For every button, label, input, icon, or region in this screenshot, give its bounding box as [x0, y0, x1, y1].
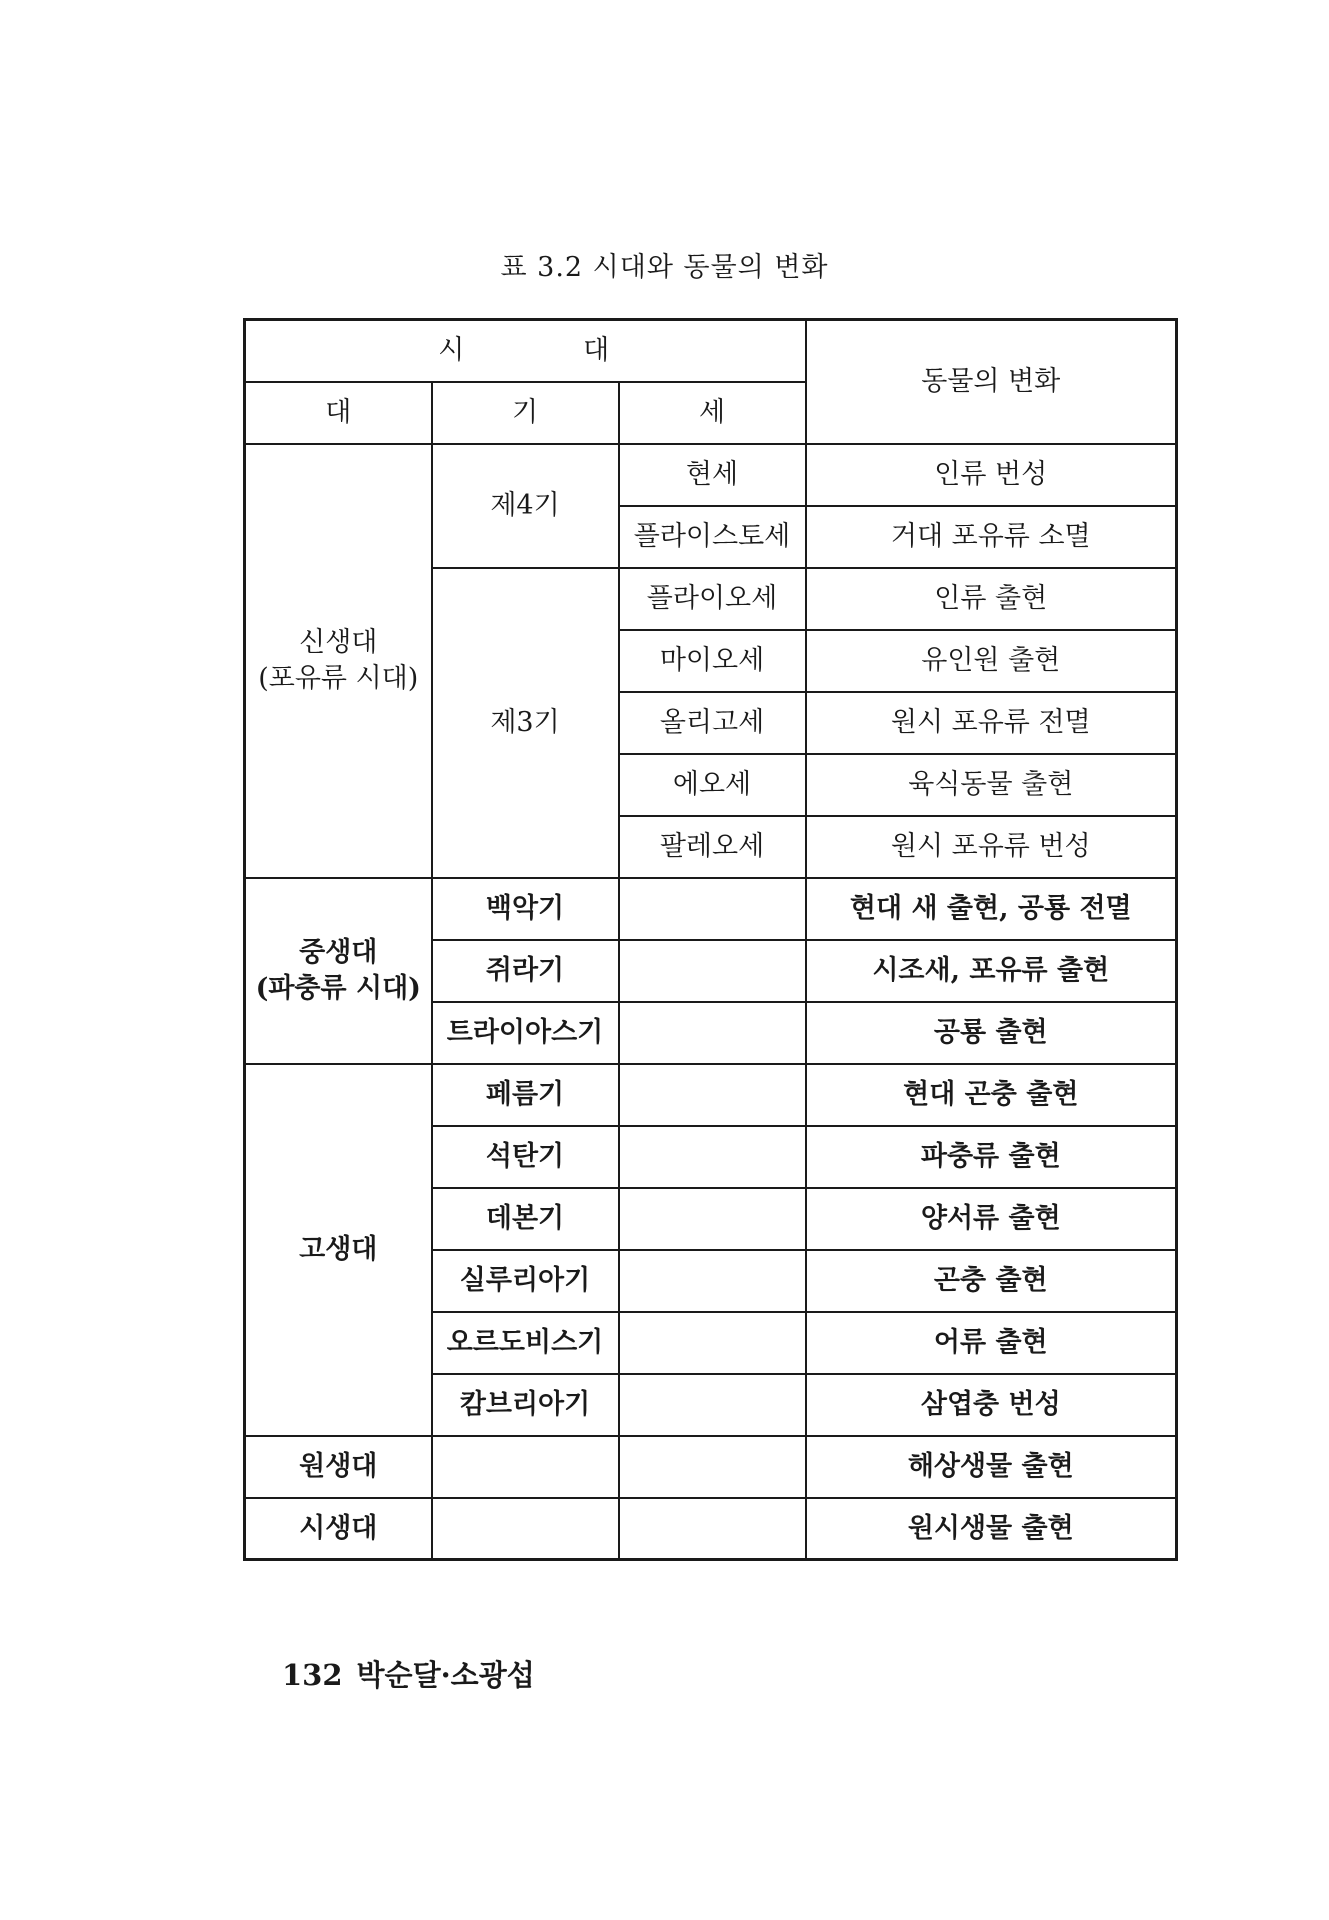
table-caption: 표 3.2 시대와 동물의 변화: [500, 252, 829, 283]
epoch-cell: 플라이스토세: [619, 506, 806, 568]
table-row: [245, 444, 1177, 506]
header-change: 동물의 변화: [806, 320, 1177, 444]
period-cell: 데본기: [432, 1188, 619, 1250]
era-archean: 시생대: [245, 1498, 432, 1560]
period-cell: [432, 1498, 619, 1560]
change-cell: 원시생물 출현: [806, 1498, 1177, 1560]
table-row: [245, 878, 1177, 940]
epoch-cell: 올리고세: [619, 692, 806, 754]
epoch-cell: [619, 1498, 806, 1560]
change-cell: 육식동물 출현: [806, 754, 1177, 816]
epoch-cell: 현세: [619, 444, 806, 506]
table-row: [245, 1498, 1177, 1560]
epoch-cell: [619, 878, 806, 940]
change-cell: 공룡 출현: [806, 1002, 1177, 1064]
era-name: 중생대: [299, 937, 378, 969]
header-epoch: 세: [619, 382, 806, 444]
era-cenozoic: [245, 444, 432, 878]
page-footer: [282, 1653, 549, 1694]
period-cell: 트라이아스기: [432, 1002, 619, 1064]
epoch-cell: [619, 1436, 806, 1498]
change-cell: 유인원 출현: [806, 630, 1177, 692]
period-cell: [432, 1436, 619, 1498]
era-subtitle: (포유류 시대): [258, 662, 419, 694]
change-cell: 거대 포유류 소멸: [806, 506, 1177, 568]
table-row: [245, 1064, 1177, 1126]
epoch-cell: [619, 1188, 806, 1250]
period-cell: 오르도비스기: [432, 1312, 619, 1374]
epoch-cell: [619, 940, 806, 1002]
change-cell: 곤충 출현: [806, 1250, 1177, 1312]
header-row-1: [245, 320, 1177, 382]
epoch-cell: [619, 1064, 806, 1126]
period-cell: 석탄기: [432, 1126, 619, 1188]
change-cell: 인류 번성: [806, 444, 1177, 506]
header-period: 시 대: [245, 320, 806, 382]
epoch-cell: [619, 1250, 806, 1312]
epoch-cell: 플라이오세: [619, 568, 806, 630]
period-quaternary: 제4기: [432, 444, 619, 568]
table-row: [245, 1436, 1177, 1498]
period-cell: 캄브리아기: [432, 1374, 619, 1436]
header-period-col: 기: [432, 382, 619, 444]
header-era: 대: [245, 382, 432, 444]
change-cell: 원시 포유류 전멸: [806, 692, 1177, 754]
change-cell: 삼엽충 번성: [806, 1374, 1177, 1436]
change-cell: 현대 곤충 출현: [806, 1064, 1177, 1126]
era-proterozoic: 원생대: [245, 1436, 432, 1498]
period-tertiary: 제3기: [432, 568, 619, 878]
era-paleozoic: 고생대: [245, 1064, 432, 1436]
epoch-cell: 에오세: [619, 754, 806, 816]
era-subtitle: (파충류 시대): [255, 972, 421, 1004]
epoch-cell: 팔레오세: [619, 816, 806, 878]
change-cell: 원시 포유류 번성: [806, 816, 1177, 878]
page-number: 132: [282, 1658, 343, 1692]
epoch-cell: [619, 1312, 806, 1374]
geologic-time-table: [243, 318, 1178, 1561]
era-mesozoic: [245, 878, 432, 1064]
era-name: 신생대: [299, 627, 378, 659]
period-cell: 백악기: [432, 878, 619, 940]
change-cell: 어류 출현: [806, 1312, 1177, 1374]
epoch-cell: 마이오세: [619, 630, 806, 692]
epoch-cell: [619, 1374, 806, 1436]
period-cell: 쥐라기: [432, 940, 619, 1002]
change-cell: 해상생물 출현: [806, 1436, 1177, 1498]
period-cell: 실루리아기: [432, 1250, 619, 1312]
epoch-cell: [619, 1126, 806, 1188]
change-cell: 양서류 출현: [806, 1188, 1177, 1250]
change-cell: 인류 출현: [806, 568, 1177, 630]
epoch-cell: [619, 1002, 806, 1064]
change-cell: 시조새, 포유류 출현: [806, 940, 1177, 1002]
period-cell: 페름기: [432, 1064, 619, 1126]
change-cell: 현대 새 출현, 공룡 전멸: [806, 878, 1177, 940]
change-cell: 파충류 출현: [806, 1126, 1177, 1188]
authors: 박순달·소광섭: [356, 1658, 535, 1692]
